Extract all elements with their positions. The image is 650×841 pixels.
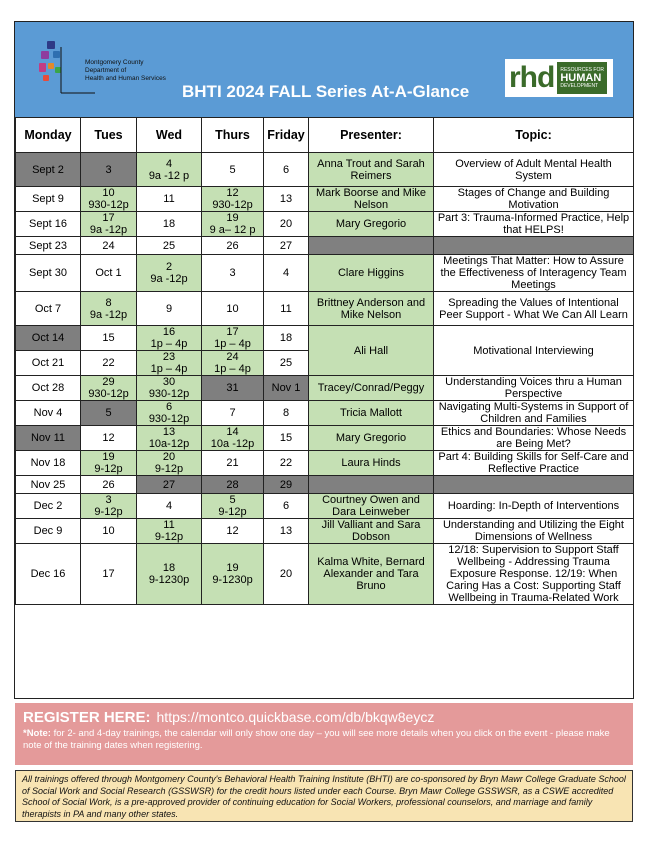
table-row — [16, 237, 634, 255]
cell-presenter: Laura Hinds — [309, 451, 434, 476]
cell-friday: 6 — [264, 494, 309, 519]
cell-topic: Motivational Interviewing — [434, 326, 634, 376]
cell-presenter: Kalma White, Bernard Alexander and Tara Bruno — [309, 544, 434, 605]
cell-thurs: 7 — [202, 401, 264, 426]
cell-topic: Understanding Voices thru a Human Perspective — [434, 376, 634, 401]
table-row — [16, 544, 634, 605]
cell-monday: Dec 16 — [16, 544, 81, 605]
column-header-monday: Monday — [16, 118, 81, 153]
page-title: BHTI 2024 FALL Series At-A-Glance — [182, 82, 470, 101]
cell-friday: 18 — [264, 326, 309, 351]
cell-tues: 5 — [81, 401, 137, 426]
cell-tues: 10 930-12p — [81, 187, 137, 212]
register-line — [23, 709, 625, 726]
cell-wed: 9 — [137, 292, 202, 326]
cell-friday: 11 — [264, 292, 309, 326]
cell-topic — [434, 237, 634, 255]
cell-presenter: Jill Valliant and Sara Dobson — [309, 519, 434, 544]
cell-wed: 4 — [137, 494, 202, 519]
register-banner — [15, 703, 633, 765]
cell-tues: 29 930-12p — [81, 376, 137, 401]
schedule-table — [15, 117, 634, 605]
cell-tues: 12 — [81, 426, 137, 451]
cell-topic: Navigating Multi-Systems in Support of Children and Families — [434, 401, 634, 426]
cell-topic: Part 3: Trauma-Informed Practice, Help that HELPS! — [434, 212, 634, 237]
cell-presenter: Mary Gregorio — [309, 212, 434, 237]
cell-thurs: 28 — [202, 476, 264, 494]
cell-topic: Meetings That Matter: How to Assure the Effectiveness of Interagency Team Meetings — [434, 255, 634, 292]
table-row — [16, 255, 634, 292]
cell-topic: Understanding and Utilizing the Eight Dimensions of Wellness — [434, 519, 634, 544]
cell-monday: Oct 21 — [16, 351, 81, 376]
cell-friday: Nov 1 — [264, 376, 309, 401]
cell-wed: 16 1p – 4p — [137, 326, 202, 351]
cell-monday: Oct 28 — [16, 376, 81, 401]
cell-monday: Oct 7 — [16, 292, 81, 326]
cell-presenter — [309, 237, 434, 255]
cell-friday: 4 — [264, 255, 309, 292]
cell-friday: 13 — [264, 519, 309, 544]
cell-wed: 13 10a-12p — [137, 426, 202, 451]
cell-tues: 19 9-12p — [81, 451, 137, 476]
cell-wed: 23 1p – 4p — [137, 351, 202, 376]
cell-presenter: Clare Higgins — [309, 255, 434, 292]
cell-tues: 8 9a -12p — [81, 292, 137, 326]
cell-thurs: 21 — [202, 451, 264, 476]
cell-wed: 11 9-12p — [137, 519, 202, 544]
cell-tues: 24 — [81, 237, 137, 255]
cell-tues: Oct 1 — [81, 255, 137, 292]
cell-tues: 26 — [81, 476, 137, 494]
cell-thurs: 14 10a -12p — [202, 426, 264, 451]
cell-monday: Sept 9 — [16, 187, 81, 212]
cell-topic: 12/18: Supervision to Support Staff Wellbeing - Addressing Trauma Exposure Response. 12/19: When Caring Has a Cost: Supporting Staff Wellbeing in Trauma-Related Work — [434, 544, 634, 605]
cell-friday: 15 — [264, 426, 309, 451]
column-header-thurs: Thurs — [202, 118, 264, 153]
cell-thurs: 10 — [202, 292, 264, 326]
table-header-row — [16, 118, 634, 153]
cell-friday: 6 — [264, 153, 309, 187]
cell-presenter: Brittney Anderson and Mike Nelson — [309, 292, 434, 326]
cell-thurs: 17 1p – 4p — [202, 326, 264, 351]
cell-presenter: Courtney Owen and Dara Leinweber — [309, 494, 434, 519]
cell-monday: Sept 2 — [16, 153, 81, 187]
cell-thurs: 19 9 a– 12 p — [202, 212, 264, 237]
cell-topic: Spreading the Values of Intentional Peer Support - What We Can All Learn — [434, 292, 634, 326]
register-note: *Note: for 2- and 4-day trainings, the calendar will only show one day – you will see more details when you click on the event - please make note of the training dates when registering. — [23, 728, 610, 751]
cell-monday: Sept 30 — [16, 255, 81, 292]
cell-friday: 25 — [264, 351, 309, 376]
cell-wed: 18 — [137, 212, 202, 237]
table-row — [16, 376, 634, 401]
cell-presenter: Anna Trout and Sarah Reimers — [309, 153, 434, 187]
cell-topic: Part 4: Building Skills for Self-Care and Reflective Practice — [434, 451, 634, 476]
cell-wed: 20 9-12p — [137, 451, 202, 476]
cell-monday: Oct 14 — [16, 326, 81, 351]
cell-thurs: 26 — [202, 237, 264, 255]
cell-wed: 6 930-12p — [137, 401, 202, 426]
register-link[interactable]: https://montco.quickbase.com/db/bkqw8eycz — [156, 709, 435, 725]
cell-tues: 3 — [81, 153, 137, 187]
cell-thurs: 24 1p – 4p — [202, 351, 264, 376]
cell-monday: Dec 9 — [16, 519, 81, 544]
rhd-logo-mark: rhd — [509, 61, 555, 94]
column-header-topic: Topic: — [434, 118, 634, 153]
cell-tues: 15 — [81, 326, 137, 351]
table-row — [16, 476, 634, 494]
cell-topic: Hoarding: In-Depth of Interventions — [434, 494, 634, 519]
cell-wed: 4 9a -12 p — [137, 153, 202, 187]
cell-presenter — [309, 476, 434, 494]
cell-wed: 2 9a -12p — [137, 255, 202, 292]
table-row — [16, 292, 634, 326]
cell-wed: 25 — [137, 237, 202, 255]
column-header-tues: Tues — [81, 118, 137, 153]
cell-friday: 27 — [264, 237, 309, 255]
cell-thurs: 31 — [202, 376, 264, 401]
column-header-friday: Friday — [264, 118, 309, 153]
department-name: Montgomery County Department of Health and Human Services — [85, 59, 166, 82]
table-row — [16, 187, 634, 212]
cell-thurs: 12 — [202, 519, 264, 544]
table-row — [16, 401, 634, 426]
cell-friday: 8 — [264, 401, 309, 426]
cell-tues: 10 — [81, 519, 137, 544]
cell-tues: 3 9-12p — [81, 494, 137, 519]
cell-wed: 30 930-12p — [137, 376, 202, 401]
cell-presenter: Tracey/Conrad/Peggy — [309, 376, 434, 401]
rhd-logo-text: RESOURCES FOR HUMAN DEVELOPMENT — [557, 62, 607, 94]
cell-topic: Stages of Change and Building Motivation — [434, 187, 634, 212]
rhd-logo — [505, 59, 613, 97]
cell-thurs: 19 9-1230p — [202, 544, 264, 605]
cell-monday: Nov 25 — [16, 476, 81, 494]
cell-monday: Nov 4 — [16, 401, 81, 426]
cell-thurs: 12 930-12p — [202, 187, 264, 212]
cell-topic: Ethics and Boundaries: Whose Needs are Being Met? — [434, 426, 634, 451]
cell-tues: 17 9a -12p — [81, 212, 137, 237]
cell-friday: 20 — [264, 544, 309, 605]
cell-topic — [434, 476, 634, 494]
header-banner — [15, 22, 633, 117]
cell-topic: Overview of Adult Mental Health System — [434, 153, 634, 187]
table-row — [16, 519, 634, 544]
cell-friday: 13 — [264, 187, 309, 212]
cell-thurs: 5 9-12p — [202, 494, 264, 519]
cell-presenter: Mark Boorse and Mike Nelson — [309, 187, 434, 212]
cell-wed: 11 — [137, 187, 202, 212]
table-row — [16, 153, 634, 187]
cell-presenter: Ali Hall — [309, 326, 434, 376]
table-row — [16, 451, 634, 476]
cell-friday: 22 — [264, 451, 309, 476]
table-row — [16, 426, 634, 451]
cell-friday: 29 — [264, 476, 309, 494]
register-label: REGISTER HERE: — [23, 709, 151, 726]
cell-monday: Nov 11 — [16, 426, 81, 451]
table-row — [16, 326, 634, 351]
cell-thurs: 3 — [202, 255, 264, 292]
cell-friday: 20 — [264, 212, 309, 237]
cell-thurs: 5 — [202, 153, 264, 187]
column-header-wed: Wed — [137, 118, 202, 153]
cell-monday: Sept 16 — [16, 212, 81, 237]
column-header-presenter: Presenter: — [309, 118, 434, 153]
cell-wed: 27 — [137, 476, 202, 494]
cell-presenter: Tricia Mallott — [309, 401, 434, 426]
cell-presenter: Mary Gregorio — [309, 426, 434, 451]
cell-wed: 18 9-1230p — [137, 544, 202, 605]
cell-tues: 17 — [81, 544, 137, 605]
cell-tues: 22 — [81, 351, 137, 376]
cell-monday: Dec 2 — [16, 494, 81, 519]
table-row — [16, 494, 634, 519]
table-row — [16, 212, 634, 237]
accreditation-disclaimer: All trainings offered through Montgomery County's Behavioral Health Training Institute (BHTI) are co-sponsored by Bryn Mawr College Graduate School of Social Work and Social Research (GSSWSR) for the credit hours listed under each Course. Bryn Mawr College GSSWSR, as a CSWE accredited School of Social Work, is a pre-approved provider of continuing education for Social Workers, professional counselors, and marriage and family therapists in PA and many other states. — [15, 770, 633, 822]
cell-monday: Sept 23 — [16, 237, 81, 255]
cell-monday: Nov 18 — [16, 451, 81, 476]
